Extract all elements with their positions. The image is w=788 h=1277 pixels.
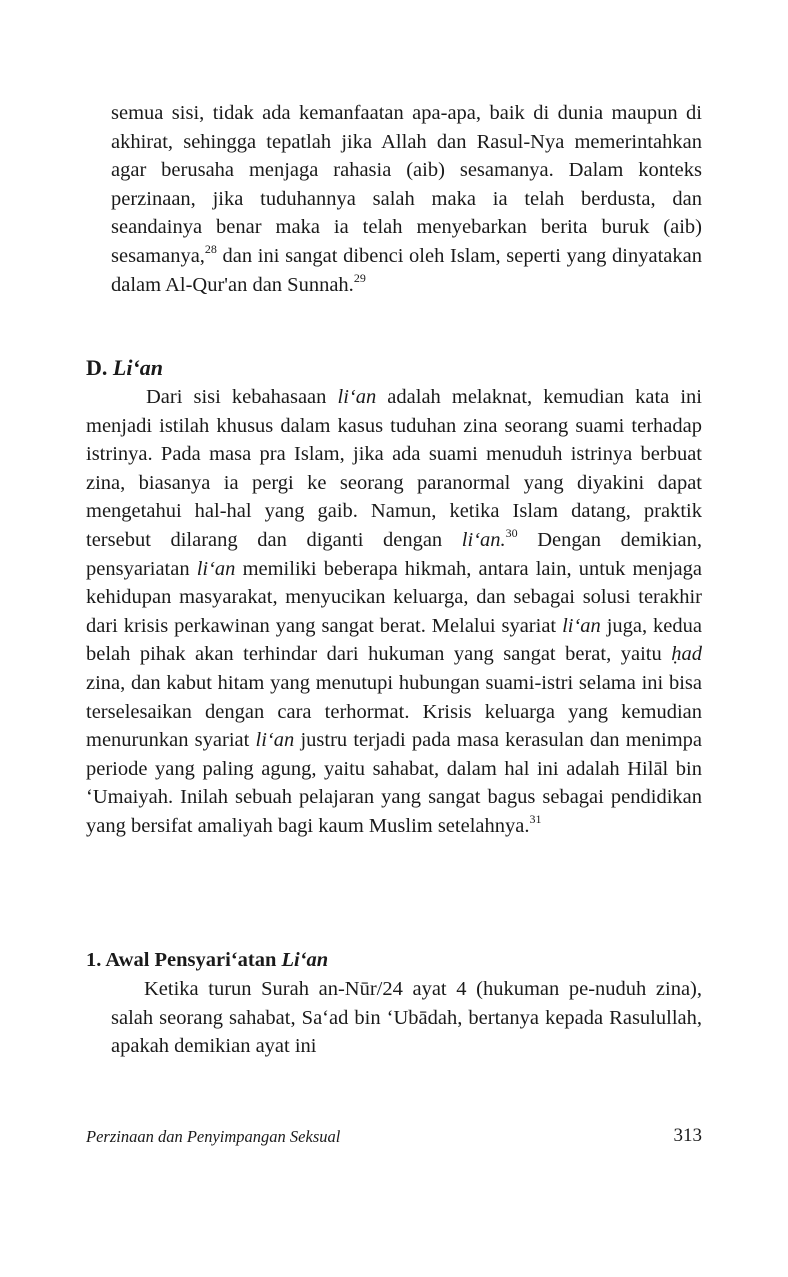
footnote-ref-29[interactable]: 29 (353, 270, 366, 285)
paragraph-text: justru terjadi pada masa kerasulan dan menimpa periode yang paling agung, yaitu sahabat, dalam hal ini adalah Hilāl bin ‘Umaiyah. Inilah sebuah pelajaran yang sangat bagus sebagai pendidikan yang bersifat amaliyah bagi kaum Muslim setelahnya. (86, 729, 702, 837)
section-number: D. (86, 355, 113, 380)
paragraph-text: dan ini sangat dibenci oleh Islam, seperti yang dinyatakan dalam Al-Qur'an dan Sunnah. (111, 244, 702, 296)
section-heading (86, 353, 163, 383)
paragraph-text: Dengan demikian, pensyariatan (86, 528, 702, 580)
paragraph-text: adalah melaknat, kemudian kata ini menjadi istilah khusus dalam kasus tuduhan zina seorang suami terhadap istrinya. Pada masa pra Islam, jika ada suami menuduh istrinya berbuat zina, biasanya ia pergi ke seorang paranormal yang diyakini dapat mengetahui hal-hal yang gaib. Namun, ketika Islam datang, praktik tersebut dilarang dan diganti dengan (86, 386, 703, 551)
paragraph-text: semua sisi, tidak ada kemanfaatan apa-apa, baik di dunia maupun di akhirat, sehingga tepatlah jika Allah dan Rasul-Nya memerintahkan agar berusaha menjaga rahasia (aib) sesamanya. Dalam konteks perzinaan, jika tuduhannya salah maka ia telah berdusta, dan seandainya benar maka ia telah menyebarkan berita buruk (aib) sesamanya, (111, 102, 702, 267)
italic-term: li‘an (255, 729, 295, 752)
subsection-number: 1. Awal Pensyari‘atan (86, 949, 282, 971)
paragraph-text: Dari sisi kebahasaan (146, 386, 338, 408)
subsection-title: Li‘an (281, 949, 329, 971)
running-footer-title: Perzinaan dan Penyimpangan Seksual (86, 1127, 341, 1146)
footnote-ref-30[interactable]: 30 (505, 525, 518, 540)
footnote-ref-28[interactable]: 28 (204, 241, 217, 256)
paragraph-continued (111, 99, 702, 299)
italic-term: li‘an. (461, 528, 506, 551)
paragraph-text: juga, kedua belah pihak akan terhindar dari hukuman yang sangat berat, yaitu (86, 614, 703, 666)
italic-term: li‘an (562, 614, 601, 637)
footnote-ref-31[interactable]: 31 (529, 811, 542, 826)
section-title: Li‘an (112, 355, 164, 380)
subsection-heading (86, 946, 328, 975)
paragraph-lian (86, 383, 702, 841)
italic-term: li‘an (337, 386, 377, 408)
paragraph-text: Ketika turun Surah an-Nūr/24 ayat 4 (hukuman pe-nuduh zina), salah seorang sahabat, Sa‘ad bin ‘Ubādah, bertanya kepada Rasulullah, apakah demikian ayat ini (111, 978, 702, 1058)
paragraph-text: memiliki beberapa hikmah, antara lain, untuk menjaga kehidupan masyarakat, menyucikan keluarga, dan sebagai solusi terakhir dari krisis perkawinan yang sangat berat. Melalui syariat (86, 557, 702, 637)
paragraph-text: zina, dan kabut hitam yang menutupi hubungan suami-istri selama ini bisa terselesaikan dengan cara terhormat. Krisis keluarga yang kemudian menurunkan syariat (86, 671, 702, 752)
italic-term: li‘an (196, 557, 236, 580)
italic-term: ḥad (671, 643, 702, 666)
page-number: 313 (673, 1125, 702, 1146)
paragraph-awal (111, 975, 702, 1061)
